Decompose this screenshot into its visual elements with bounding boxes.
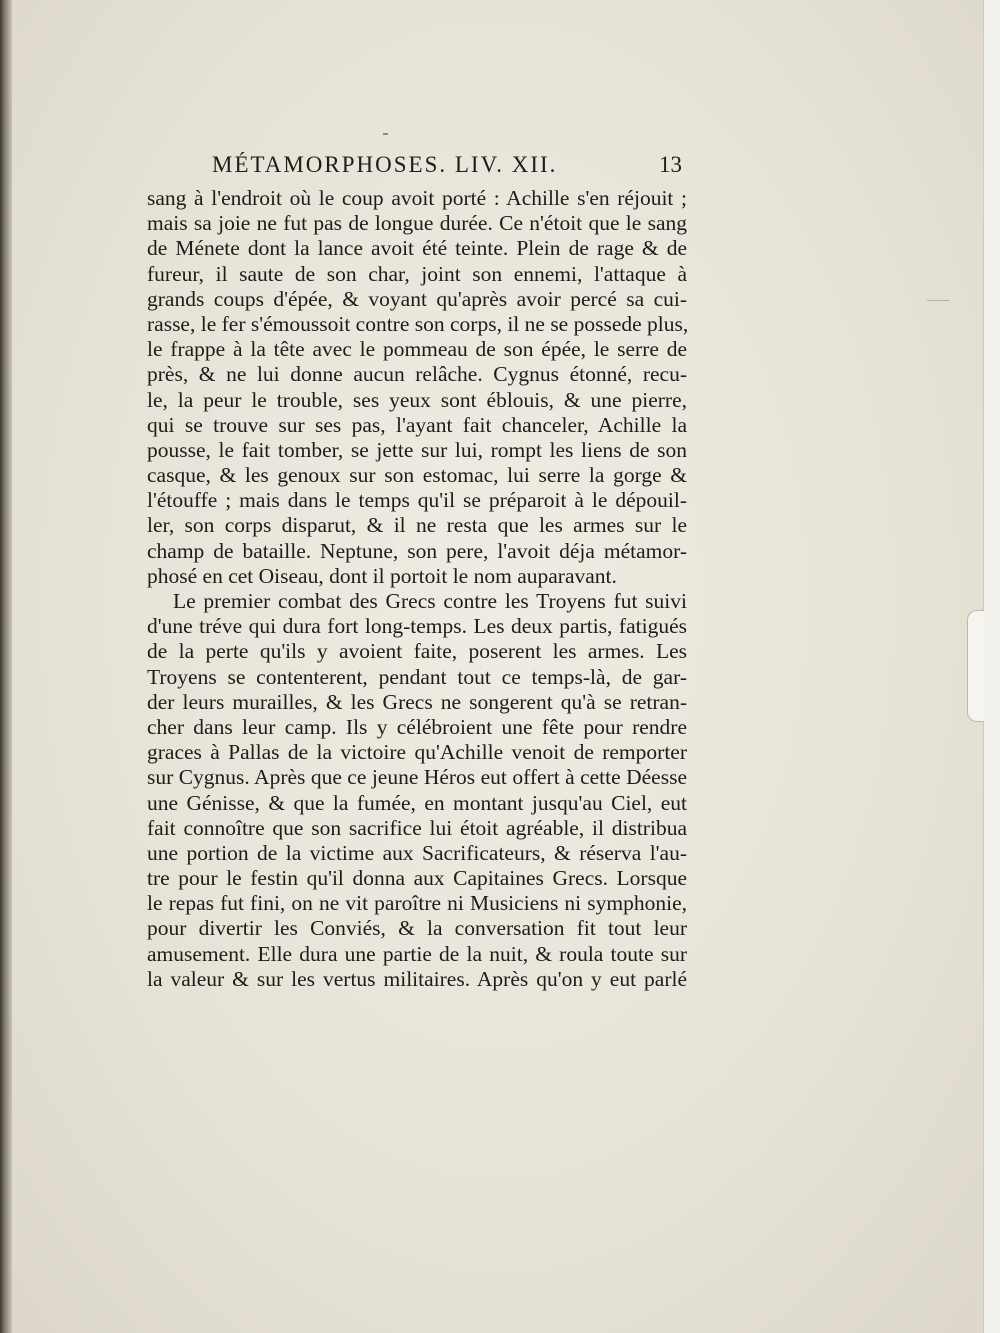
text-line: une Génisse, & que la fumée, en montant jusqu'au Ciel, eut bbox=[147, 790, 687, 815]
margin-mark bbox=[927, 300, 949, 301]
body-text bbox=[147, 186, 687, 992]
page-number: 13 bbox=[659, 152, 682, 177]
text-line: de la perte qu'ils y avoient faite, poserent les armes. Les bbox=[147, 639, 687, 664]
text-line: qui se trouve sur ses pas, l'ayant fait chanceler, Achille la bbox=[147, 412, 687, 437]
text-line: pousse, le fait tomber, se jette sur lui, rompt les liens de son bbox=[147, 437, 687, 462]
text-line: pour divertir les Conviés, & la conversation fit tout leur bbox=[147, 916, 687, 941]
text-line: d'une tréve qui dura fort long-temps. Les deux partis, fatigués bbox=[147, 614, 687, 639]
text-line: mais sa joie ne fut pas de longue durée. Ce n'étoit que le sang bbox=[147, 211, 687, 236]
text-line: cher dans leur camp. Ils y célébroient une fête pour rendre bbox=[147, 714, 687, 739]
running-title: MÉTAMORPHOSES. LIV. XII. bbox=[212, 152, 558, 177]
text-line: de Ménete dont la lance avoit été teinte. Plein de rage & de bbox=[147, 236, 687, 261]
text-line: graces à Pallas de la victoire qu'Achille venoit de remporter bbox=[147, 740, 687, 765]
text-line: amusement. Elle dura une partie de la nuit, & roula toute sur bbox=[147, 941, 687, 966]
page-edge-strip bbox=[983, 0, 1000, 1333]
text-line: le frappe à la tête avec le pommeau de son épée, le serre de bbox=[147, 337, 687, 362]
text-line: tre pour le festin qu'il donna aux Capitaines Grecs. Lorsque bbox=[147, 866, 687, 891]
text-line: la valeur & sur les vertus militaires. Après qu'on y eut parlé bbox=[147, 966, 687, 991]
text-line: une portion de la victime aux Sacrificateurs, & réserva l'au- bbox=[147, 840, 687, 865]
text-line: le repas fut fini, on ne vit paroître ni Musiciens ni symphonie, bbox=[147, 891, 687, 916]
text-line: der leurs murailles, & les Grecs ne songerent qu'à se retran- bbox=[147, 689, 687, 714]
text-line: sur Cygnus. Après que ce jeune Héros eut offert à cette Déesse bbox=[147, 765, 687, 790]
text-line: champ de bataille. Neptune, son pere, l'avoit déja métamor- bbox=[147, 538, 687, 563]
text-line: phosé en cet Oiseau, dont il portoit le nom auparavant. bbox=[147, 563, 617, 588]
text-line: le, la peur le trouble, ses yeux sont éblouis, & une pierre, bbox=[147, 387, 687, 412]
text-line: Troyens se contenterent, pendant tout ce temps-là, de gar- bbox=[147, 664, 687, 689]
text-line: rasse, le fer s'émoussoit contre son corps, il ne se possede plus, bbox=[147, 311, 689, 336]
text-line: ler, son corps disparut, & il ne resta que les armes sur le bbox=[147, 513, 687, 538]
running-header bbox=[212, 152, 682, 186]
text-line: fureur, il saute de son char, joint son ennemi, l'attaque à bbox=[147, 261, 687, 286]
text-line: l'étouffe ; mais dans le temps qu'il se préparoit à le dépouil- bbox=[147, 488, 687, 513]
text-line: Le premier combat des Grecs contre les Troyens fut suivi bbox=[173, 589, 687, 613]
ink-speck bbox=[383, 133, 388, 135]
fold-tab bbox=[967, 610, 984, 722]
text-line: casque, & les genoux sur son estomac, lui serre la gorge & bbox=[147, 463, 687, 488]
text-line: sang à l'endroit où le coup avoit porté : Achille s'en réjouit ; bbox=[147, 186, 687, 210]
text-line: fait connoître que son sacrifice lui étoit agréable, il distribua bbox=[147, 815, 687, 840]
text-line: grands coups d'épée, & voyant qu'après avoir percé sa cui- bbox=[147, 286, 687, 311]
page-gutter-shadow bbox=[0, 0, 12, 1333]
text-line: près, & ne lui donne aucun relâche. Cygnus étonné, recu- bbox=[147, 362, 687, 387]
